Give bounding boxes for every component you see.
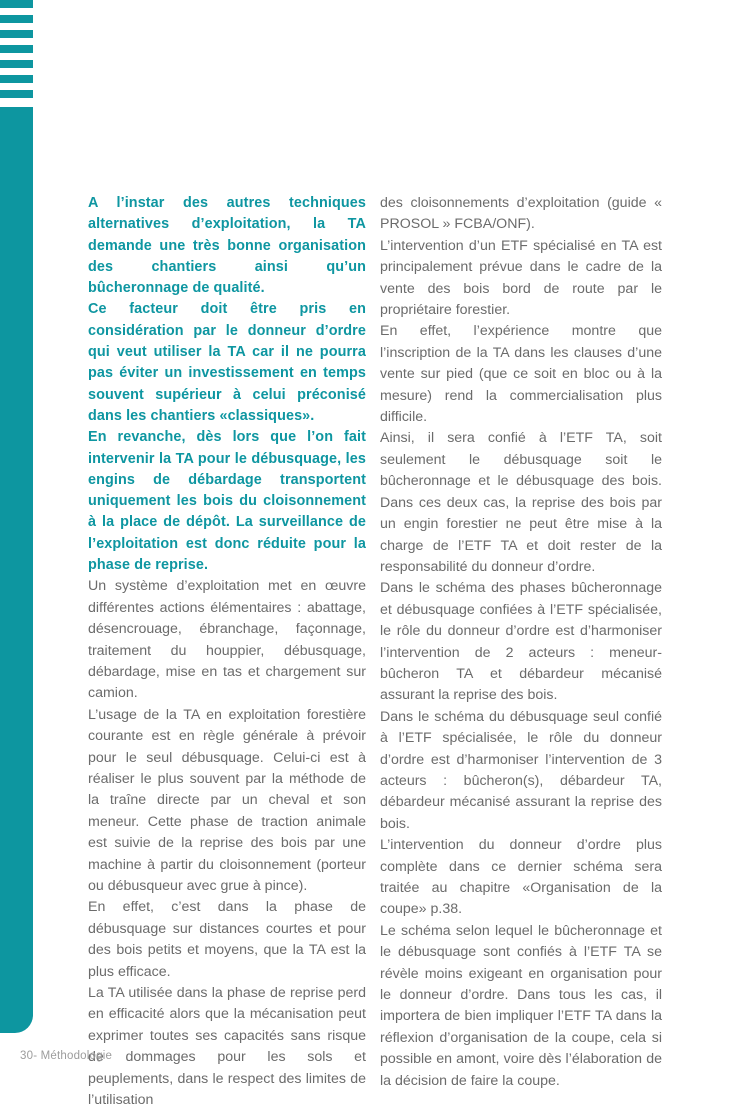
body-paragraph: L’usage de la TA en exploitation forestière courante est en règle générale à prévoir pour le seul débusquage. Celui-ci est à réaliser le plus souvent par la méthode de la traîne directe par un cheval et son meneur. Cette phase de traction animale est suivie de la reprise des bois par une machine à partir du cloisonnement (porteur ou débusqueur avec grue à pince). bbox=[88, 706, 366, 895]
body-paragraph: Dans le schéma des phases bûcheronnage et débusquage confiées à l’ETF spécialisée, le rôle du donneur d’ordre est d’harmoniser l’intervention de 2 acteurs : meneur-bûcheron TA et débardeur mécanisé assurant la reprise des bois. bbox=[380, 580, 662, 704]
body-paragraph: des cloisonnements d’exploitation (guide « PROSOL » FCBA/ONF). bbox=[380, 195, 662, 233]
body-paragraph: Ainsi, il sera confié à l’ETF TA, soit seulement le débusquage soit le bûcheronnage et le débusquage des bois. Dans ces deux cas, la reprise des bois par un engin forestier ne peut être mise à la charge de l’ETF TA et doit rester de la responsabilité du donneur d’ordre. bbox=[380, 430, 662, 575]
body-paragraph: La TA utilisée dans la phase de reprise perd en efficacité alors que la mécanisation peut exprimer toutes ses capacités sans risque de dommages pour les sols et peuplements, dans le respect des limites de l’utilisation bbox=[88, 985, 366, 1109]
lead-paragraph: Ce facteur doit être pris en considération par le donneur d’ordre qui veut utiliser la TA car il ne pourra pas éviter un investissement en temps souvent supérieur à celui préconisé dans les chantiers «classiques». bbox=[88, 301, 366, 424]
body-paragraph: L’intervention du donneur d’ordre plus complète dans ce dernier schéma sera traitée au chapitre «Organisation de la coupe» p.38. bbox=[380, 837, 662, 918]
body-paragraph: Dans le schéma du débusquage seul confié à l’ETF spécialisée, le rôle du donneur d’ordre est d’harmoniser l’intervention de 3 acteurs : bûcheron(s), débardeur TA, débardeur mécanisé assurant la reprise des bois. bbox=[380, 708, 662, 832]
text-column-left bbox=[88, 193, 366, 1112]
stripe-decoration bbox=[0, 0, 33, 8]
body-paragraph: En effet, c’est dans la phase de débusquage sur distances courtes et pour des bois petits et moyens, que la TA est la plus efficace. bbox=[88, 899, 366, 980]
footer-page-label: 30- Méthodologie bbox=[20, 1050, 113, 1062]
lead-paragraph: A l’instar des autres techniques alternatives d’exploitation, la TA demande une très bonne organisation des chantiers ainsi qu’un bûcheronnage de qualité. bbox=[88, 195, 366, 297]
stripe-decoration bbox=[0, 90, 33, 98]
page-content bbox=[88, 193, 662, 1112]
margin-stripes-decoration bbox=[0, 0, 33, 105]
body-paragraph: Le schéma selon lequel le bûcheronnage et le débusquage sont confiés à l’ETF TA se révèle moins exigeant en organisation pour le donneur d’ordre. Dans tous les cas, il importera de bien impliquer l’ETF TA dans la réflexion d’organisation de la coupe, cela si possible en amont, voire dès l’élaboration de la décision de faire la coupe. bbox=[380, 922, 662, 1089]
stripe-decoration bbox=[0, 60, 33, 68]
margin-bar-decoration bbox=[0, 107, 33, 1033]
page-footer bbox=[20, 1050, 112, 1062]
stripe-decoration bbox=[0, 75, 33, 83]
body-paragraph: L’intervention d’un ETF spécialisé en TA est principalement prévue dans le cadre de la vente des bois bord de route par le propriétaire forestier. bbox=[380, 237, 662, 319]
stripe-decoration bbox=[0, 15, 33, 23]
stripe-decoration bbox=[0, 45, 33, 53]
body-paragraph: En effet, l’expérience montre que l’inscription de la TA dans les clauses d’une vente sur pied (que ce soit en bloc ou à la mesure) rend la commercialisation plus difficile. bbox=[380, 323, 662, 426]
text-column-right bbox=[380, 193, 662, 1112]
lead-paragraph: En revanche, dès lors que l’on fait intervenir la TA pour le débusquage, les engins de débardage transportent uniquement les bois du cloisonnement à la place de dépôt. La surveillance de l’exploitation est donc réduite pour la phase de reprise. bbox=[88, 429, 366, 574]
body-paragraph: Un système d’exploitation met en œuvre différentes actions élémentaires : abattage, désencrouage, ébranchage, façonnage, traitement du houppier, débusquage, débardage, mise en tas et chargement sur camion. bbox=[88, 578, 366, 702]
stripe-decoration bbox=[0, 30, 33, 38]
